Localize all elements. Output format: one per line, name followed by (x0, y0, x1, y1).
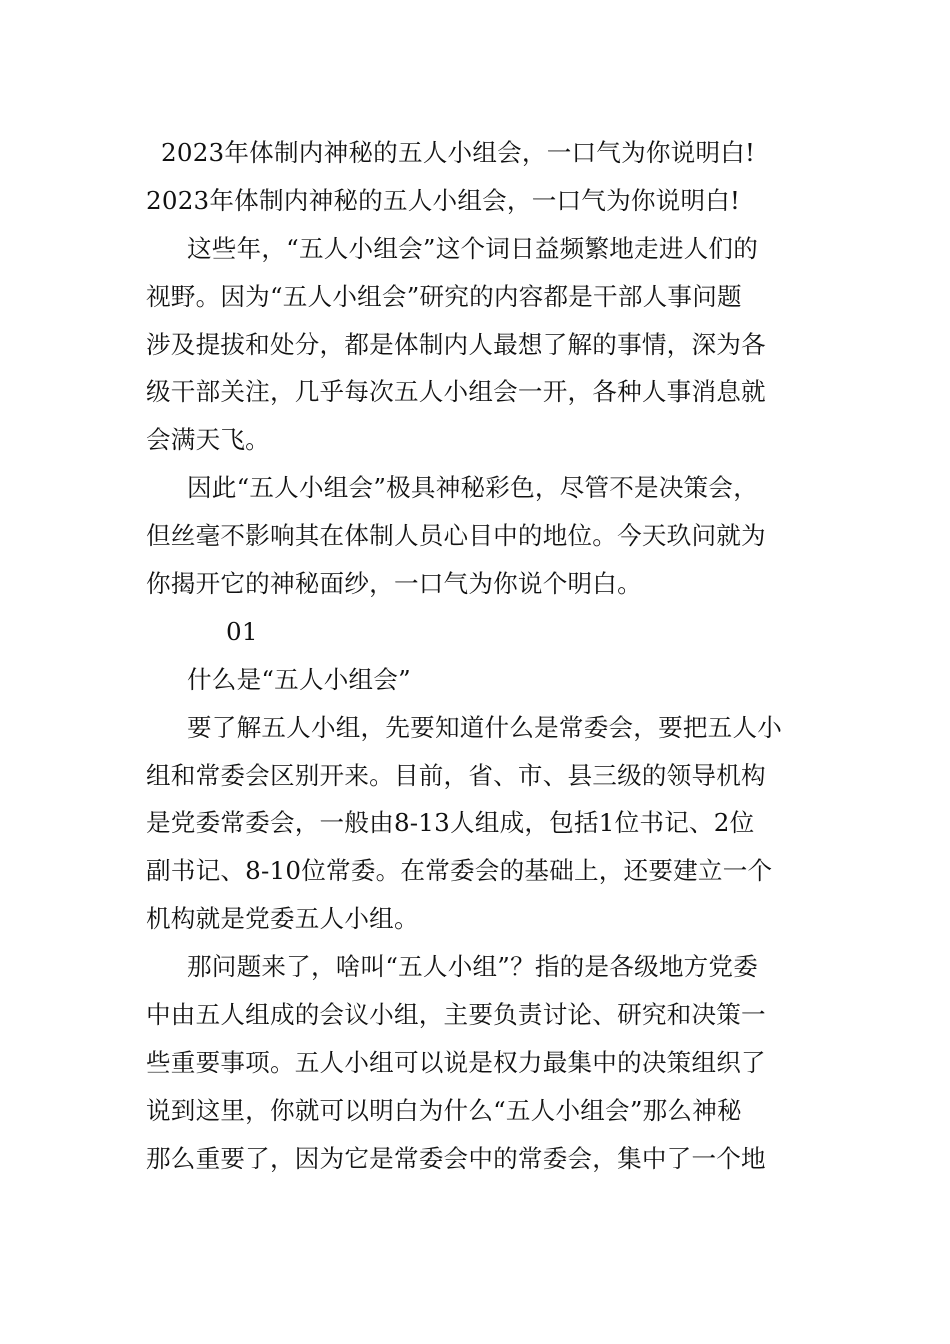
paragraph-line: 你揭开它的神秘面纱，一口气为你说个明白。 (146, 569, 642, 599)
title-line: 2023年体制内神秘的五人小组会，一口气为你说明白! (161, 138, 756, 167)
paragraph-line: 涉及提拔和处分，都是体制内人最想了解的事情，深为各 (146, 329, 766, 359)
paragraph-line: 副书记、8-10位常委。在常委会的基础上，还要建立一个 (146, 856, 773, 886)
paragraph-line: 要了解五人小组，先要知道什么是常委会，要把五人小 (187, 712, 783, 742)
paragraph-line: 但丝毫不影响其在体制人员心目中的地位。今天玖问就为 (146, 521, 766, 551)
paragraph-line: 组和常委会区别开来。目前，省、市、县三级的领导机构 (146, 760, 766, 790)
paragraph-line: 些重要事项。五人小组可以说是权力最集中的决策组织了 (146, 1047, 766, 1077)
paragraph-line: 那问题来了，啥叫“五人小组”？指的是各级地方党委 (187, 952, 759, 982)
paragraph-line: 那么重要了，因为它是常委会中的常委会，集中了一个地 (146, 1143, 766, 1173)
paragraph-line: 视野。因为“五人小组会”研究的内容都是干部人事问题 (146, 281, 742, 311)
paragraph-line: 说到这里，你就可以明白为什么“五人小组会”那么神秘 (146, 1095, 742, 1125)
paragraph-line: 是党委常委会，一般由8-13人组成，包括1位书记、2位 (146, 808, 755, 838)
article-body (146, 129, 810, 1183)
paragraph-line: 这些年，“五人小组会”这个词日益频繁地走进人们的 (187, 233, 759, 263)
paragraph-line: 会满天飞。 (146, 425, 270, 455)
section-heading: 什么是“五人小组会” (187, 664, 411, 694)
paragraph-line: 中由五人组成的会议小组，主要负责讨论、研究和决策一 (146, 1000, 766, 1030)
paragraph-line: 因此“五人小组会”极具神秘彩色，尽管不是决策会， (187, 473, 759, 503)
title-line-repeat: 2023年体制内神秘的五人小组会，一口气为你说明白! (146, 185, 741, 215)
section-number: 01 (226, 616, 258, 646)
paragraph-line: 级干部关注，几乎每次五人小组会一开，各种人事消息就 (146, 377, 766, 407)
paragraph-line: 机构就是党委五人小组。 (146, 904, 419, 934)
